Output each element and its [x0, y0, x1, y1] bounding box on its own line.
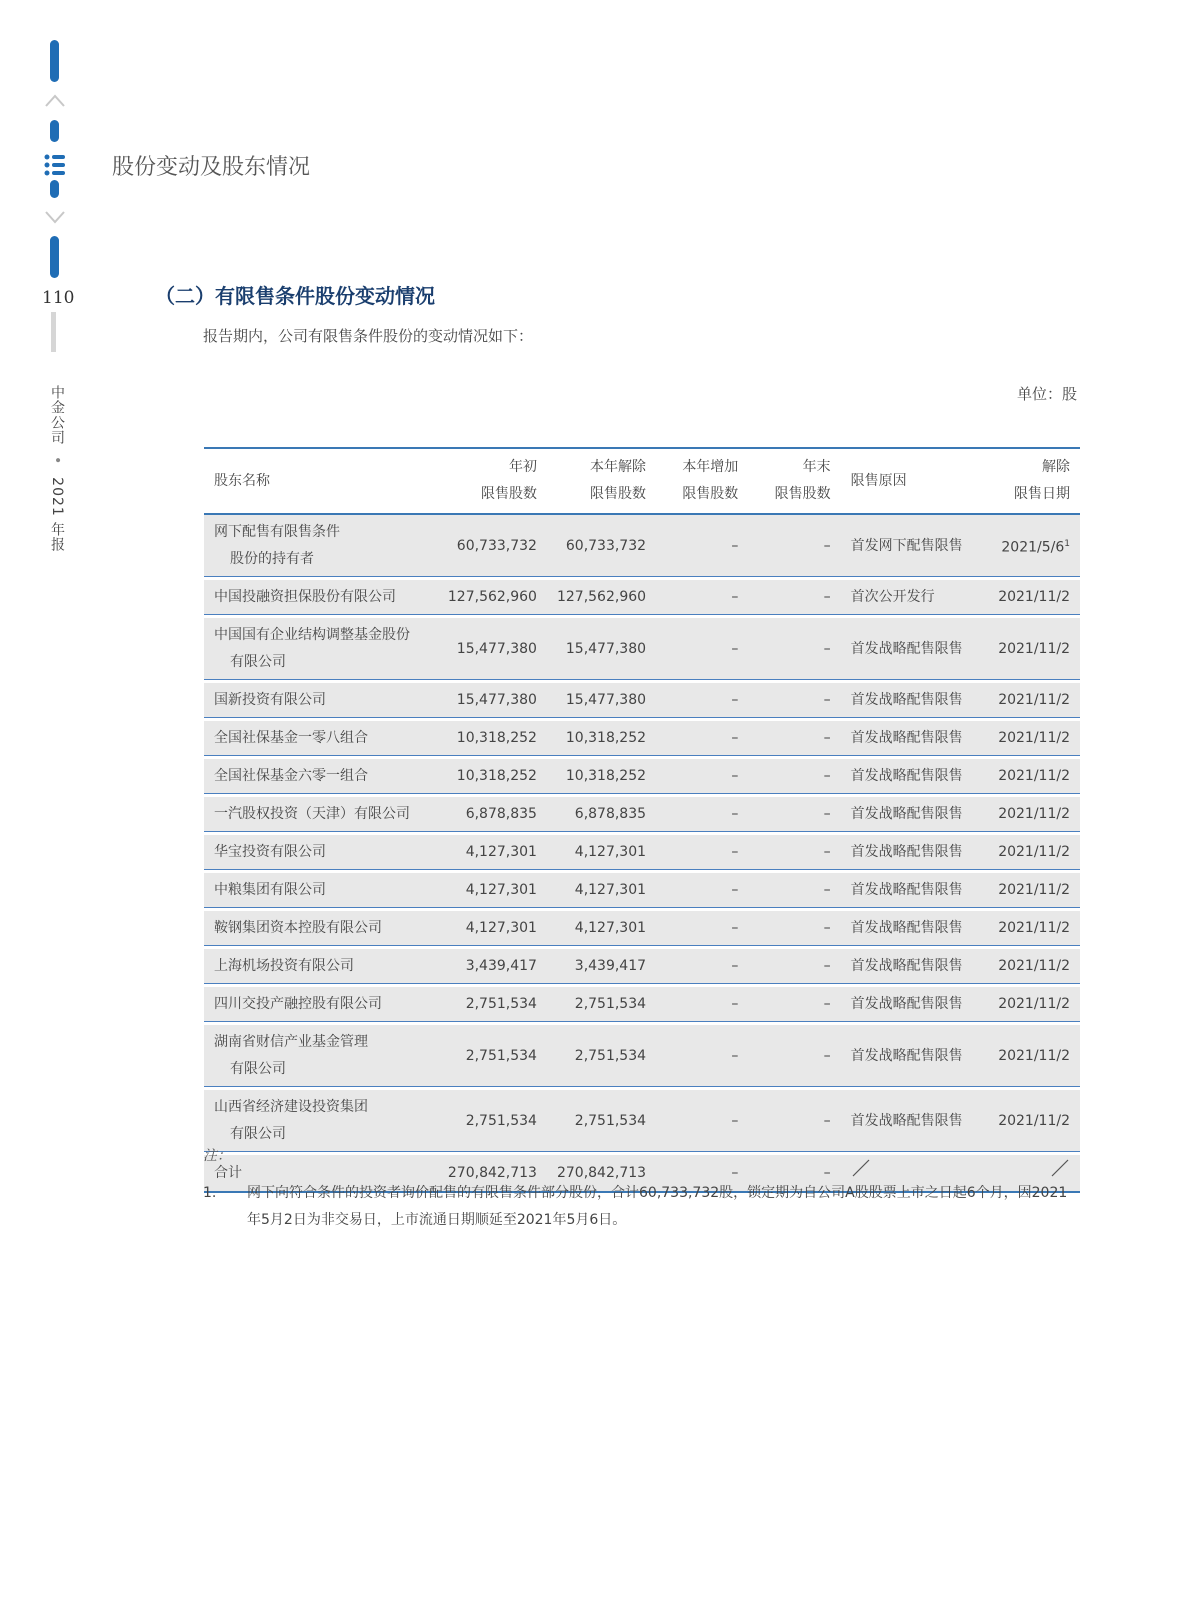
shareholder-name-line2: 有限公司 [230, 654, 286, 670]
section-title: （二）有限售条件股份变动情况 [155, 284, 435, 308]
cell-shareholder-name [204, 759, 438, 797]
nav-bar-lower [50, 180, 59, 198]
table-row [204, 911, 1080, 949]
table-row [204, 683, 1080, 721]
cell-released: 10,318,252 [547, 759, 656, 797]
release-date: 2021/11/2 [998, 1047, 1070, 1064]
cell-start: 4,127,301 [438, 911, 547, 949]
release-date: 2021/11/2 [998, 882, 1070, 898]
cell-released: 4,127,301 [547, 873, 656, 911]
shareholder-name-line1: 中国投融资担保股份有限公司 [214, 589, 396, 605]
table-row [204, 515, 1080, 580]
header-date: 解除 限售日期 [981, 447, 1080, 515]
cell-total-label: 合计 [204, 1155, 438, 1193]
chapter-title: 股份变动及股东情况 [112, 155, 311, 180]
cell-end: – [748, 1090, 840, 1155]
note-number: 1. [203, 1185, 217, 1201]
unit-label: 单位：股 [1016, 385, 1077, 403]
cell-added: – [656, 1090, 748, 1155]
cell-date [981, 515, 1080, 580]
cell-added: – [656, 949, 748, 987]
report-label [47, 385, 67, 552]
cell-added: – [656, 797, 748, 835]
shareholder-name-line1: 中粮集团有限公司 [214, 882, 326, 898]
cell-start: 2,751,534 [438, 1025, 547, 1090]
chevron-up-icon[interactable] [44, 92, 66, 108]
cell-start: 15,477,380 [438, 618, 547, 683]
cell-end: – [748, 987, 840, 1025]
table-row [204, 1090, 1080, 1155]
cell-reason: 首发战略配售限售 [841, 987, 981, 1025]
cell-date [981, 1090, 1080, 1155]
cell-shareholder-name [204, 873, 438, 911]
cell-date [981, 797, 1080, 835]
header-released: 本年解除 限售股数 [547, 447, 656, 515]
shareholder-name-line1: 华宝投资有限公司 [214, 844, 326, 860]
chevron-down-icon[interactable] [44, 210, 66, 226]
cell-reason: 首发网下配售限售 [841, 515, 981, 580]
cell-start: 127,562,960 [438, 580, 547, 618]
cell-added: – [656, 1025, 748, 1090]
shareholder-name-line1: 全国社保基金一零八组合 [214, 730, 368, 746]
release-date: 2021/11/2 [998, 730, 1070, 746]
cell-added: – [656, 873, 748, 911]
cell-start: 6,878,835 [438, 797, 547, 835]
cell-date [981, 835, 1080, 873]
cell-end: – [748, 873, 840, 911]
cell-added: – [656, 987, 748, 1025]
cell-reason: 首发战略配售限售 [841, 1090, 981, 1155]
release-date: 2021/11/2 [998, 844, 1070, 860]
shareholder-name-line1: 湖南省财信产业基金管理 [214, 1034, 368, 1050]
shareholder-name-line2: 股份的持有者 [230, 551, 314, 567]
cell-start: 2,751,534 [438, 1090, 547, 1155]
cell-start: 3,439,417 [438, 949, 547, 987]
header-start: 年初 限售股数 [438, 447, 547, 515]
release-date: 2021/11/2 [998, 692, 1070, 708]
cell-shareholder-name [204, 835, 438, 873]
cell-reason: 首发战略配售限售 [841, 721, 981, 759]
note-item [203, 1180, 1079, 1234]
nav-bar-top [50, 40, 59, 82]
cell-shareholder-name [204, 1025, 438, 1090]
cell-end: – [748, 911, 840, 949]
table-row [204, 949, 1080, 987]
cell-added: – [656, 515, 748, 580]
cell-end: – [748, 759, 840, 797]
table-row [204, 987, 1080, 1025]
cell-end: – [748, 797, 840, 835]
table-row [204, 721, 1080, 759]
page-number: 110 [42, 288, 75, 308]
cell-start: 2,751,534 [438, 987, 547, 1025]
cell-date [981, 949, 1080, 987]
cell-end: – [748, 721, 840, 759]
header-reason: 限售原因 [841, 447, 981, 515]
cell-date [981, 683, 1080, 721]
cell-end: – [748, 835, 840, 873]
page-divider [51, 312, 56, 352]
shareholder-name-line2: 有限公司 [230, 1061, 286, 1077]
separator-dot: • [49, 456, 65, 466]
cell-end: – [748, 949, 840, 987]
shareholder-name-line1: 中国国有企业结构调整基金股份 [214, 627, 410, 643]
cell-added: – [656, 721, 748, 759]
cell-reason: 首发战略配售限售 [841, 683, 981, 721]
cell-released: 3,439,417 [547, 949, 656, 987]
cell-date [981, 987, 1080, 1025]
nav-bar-bottom [50, 236, 59, 278]
cell-reason: 首发战略配售限售 [841, 911, 981, 949]
cell-reason: 首发战略配售限售 [841, 949, 981, 987]
cell-start: 10,318,252 [438, 721, 547, 759]
cell-shareholder-name [204, 911, 438, 949]
cell-start: 4,127,301 [438, 835, 547, 873]
cell-start: 4,127,301 [438, 873, 547, 911]
cell-released: 4,127,301 [547, 911, 656, 949]
shareholder-name-line1: 鞍钢集团资本控股有限公司 [214, 920, 382, 936]
cell-total-end: – [748, 1155, 840, 1193]
cell-added: – [656, 618, 748, 683]
release-date: 2021/11/2 [998, 920, 1070, 936]
cell-released: 2,751,534 [547, 1090, 656, 1155]
cell-reason: 首发战略配售限售 [841, 873, 981, 911]
nav-bar-upper [50, 120, 59, 142]
slash-mark [1050, 1159, 1070, 1177]
cell-shareholder-name [204, 515, 438, 580]
table-row [204, 759, 1080, 797]
cell-total-released: 270,842,713 [547, 1155, 656, 1193]
cell-end: – [748, 1025, 840, 1090]
menu-list-icon[interactable] [44, 153, 66, 177]
slash-mark [851, 1159, 871, 1177]
notes-label: 注： [203, 1148, 231, 1164]
shareholder-name-line1: 山西省经济建设投资集团 [214, 1099, 368, 1115]
shareholder-name-line1: 一汽股权投资（天津）有限公司 [214, 806, 410, 822]
table-row [204, 618, 1080, 683]
cell-released: 15,477,380 [547, 618, 656, 683]
cell-released: 10,318,252 [547, 721, 656, 759]
shareholder-name-line1: 国新投资有限公司 [214, 692, 326, 708]
cell-reason: 首发战略配售限售 [841, 797, 981, 835]
cell-shareholder-name [204, 797, 438, 835]
cell-date [981, 618, 1080, 683]
cell-added: – [656, 911, 748, 949]
release-date: 2021/11/2 [998, 640, 1070, 657]
header-added: 本年增加 限售股数 [656, 447, 748, 515]
release-date: 2021/11/2 [998, 768, 1070, 784]
cell-date [981, 580, 1080, 618]
cell-end: – [748, 515, 840, 580]
table-row [204, 873, 1080, 911]
section-intro: 报告期内，公司有限售条件股份的变动情况如下： [203, 327, 534, 345]
table-row [204, 797, 1080, 835]
cell-start: 10,318,252 [438, 759, 547, 797]
cell-date [981, 721, 1080, 759]
cell-released: 60,733,732 [547, 515, 656, 580]
cell-shareholder-name [204, 580, 438, 618]
cell-end: – [748, 618, 840, 683]
cell-released: 6,878,835 [547, 797, 656, 835]
cell-date [981, 873, 1080, 911]
header-end: 年末 限售股数 [748, 447, 840, 515]
shareholder-name-line1: 网下配售有限售条件 [214, 524, 340, 540]
release-date: 2021/11/2 [998, 958, 1070, 974]
cell-added: – [656, 683, 748, 721]
release-date: 2021/5/6 [1001, 539, 1065, 556]
company-name: 中金公司 [49, 385, 65, 445]
release-date: 2021/11/2 [998, 589, 1070, 605]
cell-reason: 首发战略配售限售 [841, 759, 981, 797]
cell-reason: 首发战略配售限售 [841, 835, 981, 873]
table-header-row [204, 447, 1080, 515]
cell-shareholder-name [204, 949, 438, 987]
release-date: 2021/11/2 [998, 996, 1070, 1012]
shareholder-name-line2: 有限公司 [230, 1126, 286, 1142]
table-row [204, 1025, 1080, 1090]
cell-shareholder-name [204, 618, 438, 683]
cell-reason: 首发战略配售限售 [841, 1025, 981, 1090]
shareholder-name-line1: 全国社保基金六零一组合 [214, 768, 368, 784]
shareholder-name-line1: 四川交投产融控股有限公司 [214, 996, 382, 1012]
cell-added: – [656, 580, 748, 618]
cell-added: – [656, 759, 748, 797]
release-date: 2021/11/2 [998, 1112, 1070, 1129]
cell-end: – [748, 683, 840, 721]
cell-reason: 首次公开发行 [841, 580, 981, 618]
cell-released: 15,477,380 [547, 683, 656, 721]
cell-shareholder-name [204, 1090, 438, 1155]
cell-date [981, 759, 1080, 797]
report-year: 2021 年报 [49, 477, 65, 553]
cell-released: 2,751,534 [547, 987, 656, 1025]
shareholder-name-line1: 上海机场投资有限公司 [214, 958, 354, 974]
header-name: 股东名称 [204, 447, 438, 515]
cell-reason: 首发战略配售限售 [841, 618, 981, 683]
table-row [204, 835, 1080, 873]
cell-date [981, 911, 1080, 949]
release-date: 2021/11/2 [998, 806, 1070, 822]
cell-released: 2,751,534 [547, 1025, 656, 1090]
cell-shareholder-name [204, 683, 438, 721]
cell-total-added: – [656, 1155, 748, 1193]
cell-released: 4,127,301 [547, 835, 656, 873]
cell-total-start: 270,842,713 [438, 1155, 547, 1193]
restricted-shares-table [204, 447, 1080, 1193]
footnote-ref[interactable]: 1 [1064, 538, 1070, 549]
cell-shareholder-name [204, 721, 438, 759]
cell-start: 60,733,732 [438, 515, 547, 580]
cell-shareholder-name [204, 987, 438, 1025]
cell-end: – [748, 580, 840, 618]
cell-date [981, 1025, 1080, 1090]
table-row [204, 580, 1080, 618]
cell-start: 15,477,380 [438, 683, 547, 721]
cell-released: 127,562,960 [547, 580, 656, 618]
note-text: 网下向符合条件的投资者询价配售的有限售条件部分股份，合计60,733,732股，锁定期为自公司A股股票上市之日起6个月，因2021年5月2日为非交易日，上市流通日期顺延至2021年5月6日。 [247, 1185, 1068, 1228]
cell-added: – [656, 835, 748, 873]
